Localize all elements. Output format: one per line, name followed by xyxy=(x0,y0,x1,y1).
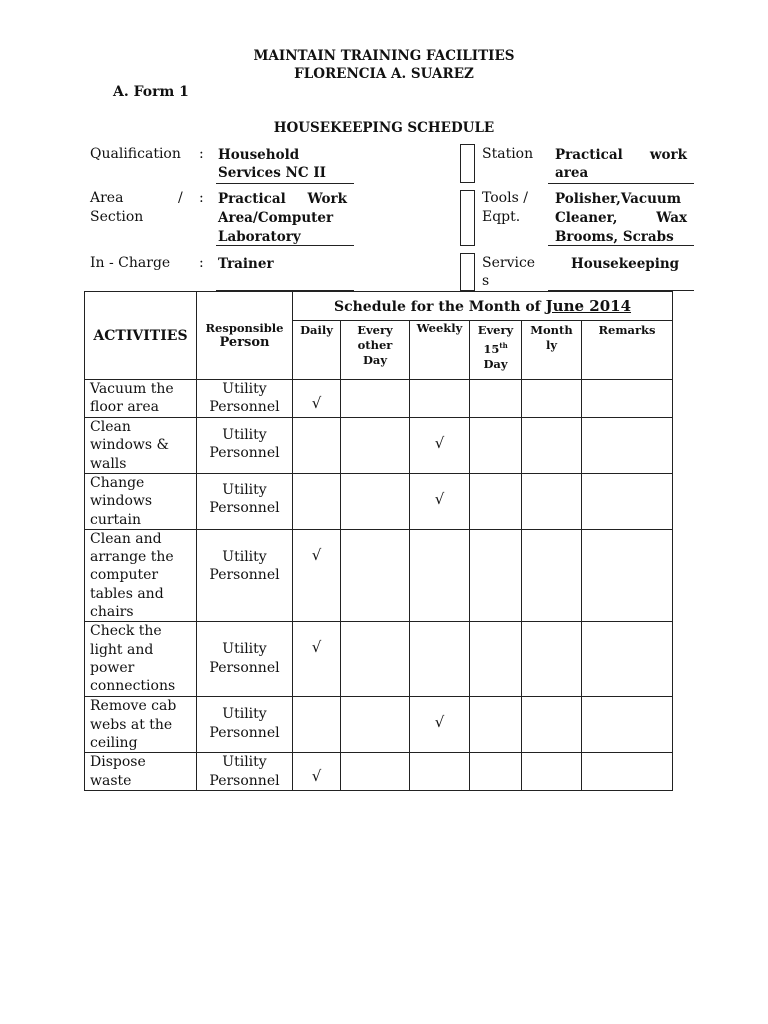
equipment-label: Eqpt. xyxy=(482,209,521,225)
cell-weekly xyxy=(410,418,470,474)
cell-weekly xyxy=(410,529,470,621)
activity-text-line: Clean xyxy=(90,419,131,435)
col-daily: Daily xyxy=(293,321,341,380)
qualification-value-line2: Services NC II xyxy=(218,165,326,181)
check-mark-icon: √ xyxy=(311,545,322,564)
responsible-text-line: Utility xyxy=(222,427,267,443)
activity-text-line: windows & xyxy=(90,437,169,454)
schedule-header-prefix: Schedule for the Month of xyxy=(333,299,546,315)
station-label: Station xyxy=(482,146,534,162)
cell-every-other xyxy=(341,380,410,418)
cell-daily xyxy=(293,753,341,791)
cell-weekly xyxy=(410,753,470,791)
responsible-text-line: Utility xyxy=(222,548,267,565)
tools-label: Tools / xyxy=(482,190,528,206)
underline xyxy=(548,245,694,246)
activity-text-line: Change xyxy=(90,475,145,491)
tools-value-line2: Cleaner, Wax xyxy=(555,210,687,226)
schedule-table xyxy=(84,291,673,791)
activity-text-line: webs at the xyxy=(90,716,173,733)
cell-every15 xyxy=(470,418,522,474)
cell-every15 xyxy=(470,474,522,530)
separator-box xyxy=(460,190,475,246)
separator-box xyxy=(460,253,475,291)
station-value-line2: area xyxy=(555,165,589,181)
col-every-other-day: Every other Day xyxy=(341,321,410,380)
responsible-cell xyxy=(197,753,293,791)
activity-cell xyxy=(85,753,197,791)
activity-text-line: Vacuum the xyxy=(90,381,174,397)
colon: : xyxy=(199,190,204,206)
underline xyxy=(216,245,354,246)
services-value: Housekeeping xyxy=(571,256,680,272)
colon: : xyxy=(199,146,204,162)
cell-daily xyxy=(293,418,341,474)
area-label: Area xyxy=(90,190,124,206)
check-mark-icon: √ xyxy=(434,434,445,452)
check-mark-icon: √ xyxy=(311,638,322,657)
qualification-value-line1: Household xyxy=(218,147,300,163)
table-row xyxy=(85,474,673,530)
responsible-text-line: Utility xyxy=(222,754,267,771)
responsible-text-line: Personnel xyxy=(209,659,280,676)
activity-cell xyxy=(85,622,197,697)
responsible-cell xyxy=(197,622,293,697)
cell-monthly xyxy=(522,529,582,621)
page-title: HOUSEKEEPING SCHEDULE xyxy=(273,120,495,136)
cell-weekly xyxy=(410,622,470,697)
check-mark-icon: √ xyxy=(434,713,445,732)
responsible-text-line: Personnel xyxy=(209,724,280,741)
separator-box xyxy=(460,144,475,183)
tools-value-line3: Brooms, Scrabs xyxy=(555,229,674,245)
activity-text-line: arrange the xyxy=(90,549,174,566)
responsible-text-line: Personnel xyxy=(209,399,280,416)
activity-text-line: ceiling xyxy=(90,734,138,751)
station-value-line1: Practical work xyxy=(555,147,687,163)
activity-text-line: Clean and xyxy=(90,530,162,547)
activity-text-line: computer xyxy=(90,567,159,584)
table-row xyxy=(85,529,673,621)
activity-text-line: Check the xyxy=(90,623,162,640)
col-remarks: Remarks xyxy=(582,321,673,380)
activity-text-line: waste xyxy=(90,772,132,789)
area-value-line2: Area/Computer xyxy=(218,210,334,226)
responsible-header-line1: Responsible xyxy=(205,321,284,335)
responsible-cell xyxy=(197,380,293,418)
in-charge-value: Trainer xyxy=(218,256,274,272)
schedule-header xyxy=(293,292,673,321)
cell-remarks xyxy=(582,474,673,530)
responsible-cell xyxy=(197,418,293,474)
table-row xyxy=(85,753,673,791)
form-label: A. Form 1 xyxy=(113,84,189,100)
table-row xyxy=(85,697,673,753)
underline xyxy=(216,183,354,184)
cell-every15 xyxy=(470,622,522,697)
cell-monthly xyxy=(522,697,582,753)
activity-text-line: connections xyxy=(90,678,176,695)
cell-monthly xyxy=(522,418,582,474)
activity-text-line: chairs xyxy=(90,604,134,621)
responsible-text-line: Personnel xyxy=(209,772,280,789)
cell-every-other xyxy=(341,474,410,530)
responsible-text-line: Utility xyxy=(222,482,267,498)
doc-heading-author: FLORENCIA A. SUAREZ xyxy=(294,66,474,82)
responsible-cell xyxy=(197,474,293,530)
cell-remarks xyxy=(582,418,673,474)
services-label-cont: s xyxy=(482,273,490,289)
cell-weekly xyxy=(410,697,470,753)
activity-text-line: curtain xyxy=(90,511,142,528)
cell-daily xyxy=(293,697,341,753)
activity-text-line: windows xyxy=(90,493,153,510)
activity-cell xyxy=(85,474,197,530)
schedule-month: June 2014 xyxy=(545,297,632,315)
responsible-text-line: Personnel xyxy=(209,567,280,584)
cell-monthly xyxy=(522,474,582,530)
area-value-line1: Practical Work xyxy=(218,191,347,207)
qualification-label: Qualification xyxy=(90,146,181,162)
cell-every-other xyxy=(341,529,410,621)
responsible-cell xyxy=(197,529,293,621)
activity-cell xyxy=(85,529,197,621)
tools-value-line1: Polisher,Vacuum xyxy=(555,191,682,207)
cell-daily xyxy=(293,474,341,530)
services-label: Service xyxy=(482,255,536,271)
cell-every15 xyxy=(470,753,522,791)
activity-text-line: tables and xyxy=(90,585,164,602)
responsible-text-line: Personnel xyxy=(209,500,280,517)
in-charge-label: In - Charge xyxy=(90,255,171,271)
cell-remarks xyxy=(582,622,673,697)
cell-monthly xyxy=(522,622,582,697)
underline xyxy=(548,183,694,184)
check-mark-icon: √ xyxy=(311,767,322,786)
responsible-text-line: Utility xyxy=(222,641,267,658)
cell-remarks xyxy=(582,697,673,753)
cell-daily xyxy=(293,622,341,697)
responsible-text-line: Utility xyxy=(222,706,267,723)
section-label: Section xyxy=(90,209,144,225)
activity-text-line: floor area xyxy=(90,399,160,416)
table-row xyxy=(85,418,673,474)
check-mark-icon: √ xyxy=(311,394,322,412)
area-label-slash: / xyxy=(178,190,183,206)
activity-text-line: Remove cab xyxy=(90,698,177,715)
activity-cell xyxy=(85,418,197,474)
cell-daily xyxy=(293,380,341,418)
cell-weekly xyxy=(410,474,470,530)
activity-text-line: Dispose xyxy=(90,754,146,771)
cell-every15 xyxy=(470,529,522,621)
activity-text-line: light and xyxy=(90,641,154,658)
cell-monthly xyxy=(522,753,582,791)
cell-every-other xyxy=(341,622,410,697)
col-weekly: Weekly xyxy=(410,321,470,380)
cell-remarks xyxy=(582,753,673,791)
responsible-cell xyxy=(197,697,293,753)
table-row xyxy=(85,380,673,418)
activity-cell xyxy=(85,697,197,753)
table-row xyxy=(85,622,673,697)
cell-every-other xyxy=(341,418,410,474)
activity-text-line: power xyxy=(90,659,135,676)
activity-text-line: walls xyxy=(90,455,127,472)
cell-daily xyxy=(293,529,341,621)
cell-every15 xyxy=(470,697,522,753)
responsible-header xyxy=(197,292,293,380)
cell-monthly xyxy=(522,380,582,418)
cell-remarks xyxy=(582,380,673,418)
check-mark-icon: √ xyxy=(434,490,445,508)
colon: : xyxy=(199,255,204,271)
activity-cell xyxy=(85,380,197,418)
col-monthly: Month ly xyxy=(522,321,582,380)
cell-every-other xyxy=(341,697,410,753)
responsible-header-line2: Person xyxy=(219,335,270,350)
cell-every-other xyxy=(341,753,410,791)
area-value-line3: Laboratory xyxy=(218,229,301,245)
col-every-15th-day: Every 15th Day xyxy=(470,321,522,380)
cell-every15 xyxy=(470,380,522,418)
cell-remarks xyxy=(582,529,673,621)
doc-heading-line1: MAINTAIN TRAINING FACILITIES xyxy=(253,48,515,64)
cell-weekly xyxy=(410,380,470,418)
activities-header: ACTIVITIES xyxy=(85,292,197,380)
responsible-text-line: Utility xyxy=(222,381,267,397)
responsible-text-line: Personnel xyxy=(209,445,280,462)
